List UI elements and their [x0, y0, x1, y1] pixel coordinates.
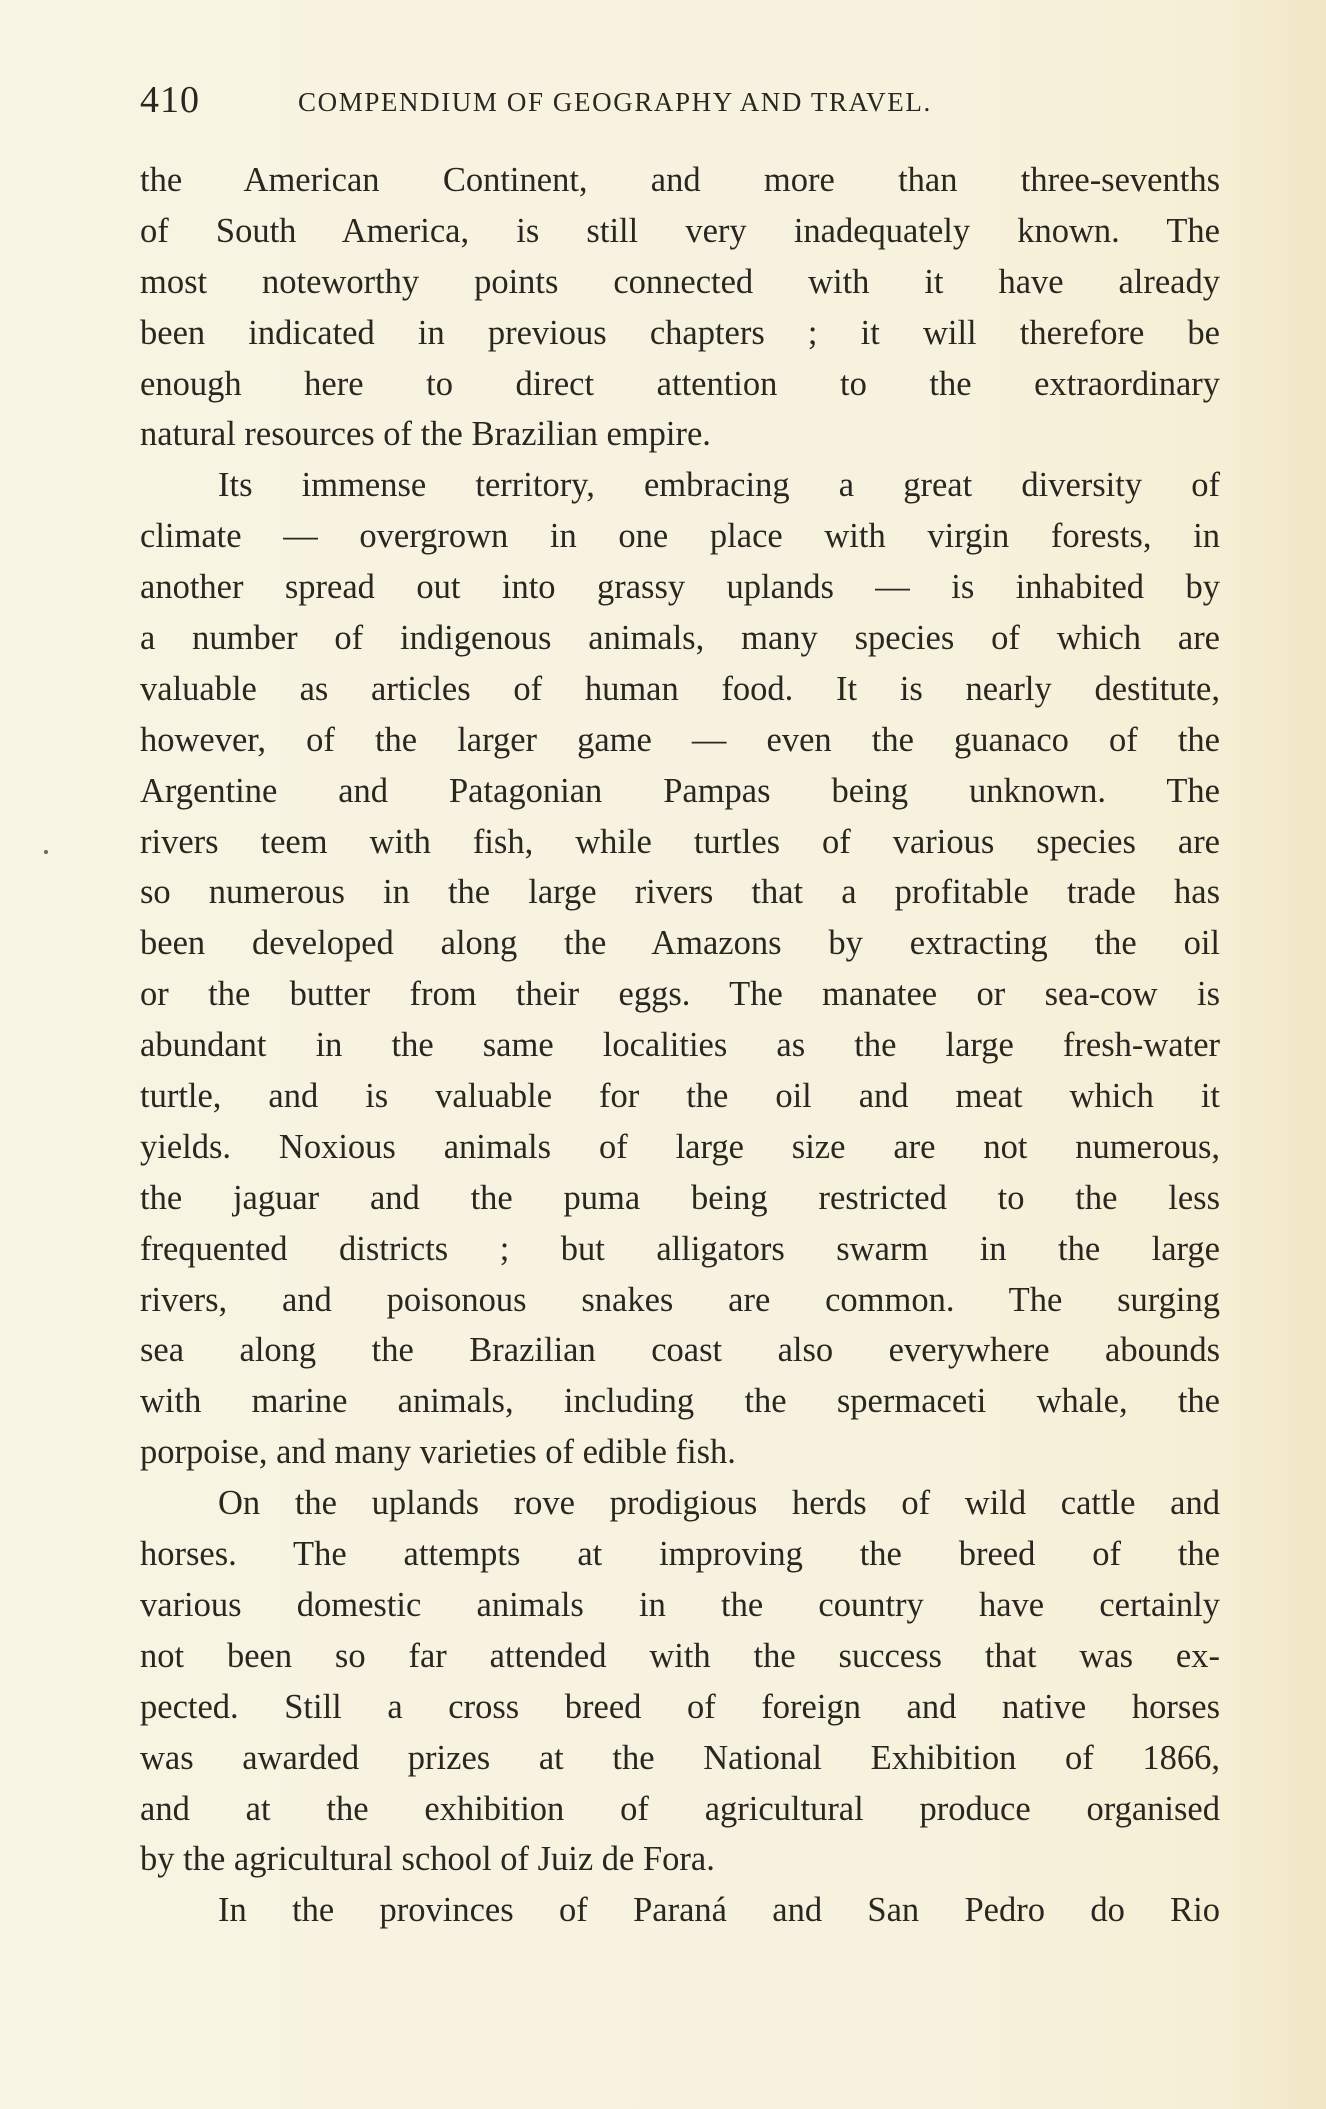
text-line: was awarded prizes at the National Exhibition of 1866, [140, 1738, 1220, 1777]
text-line: with marine animals, including the spermaceti whale, the [140, 1382, 1220, 1421]
text-line: by the agricultural school of Juiz de Fora. [140, 1840, 715, 1879]
text-line: On the uplands rove prodigious herds of wild cattle and [218, 1484, 1220, 1523]
text-line: porpoise, and many varieties of edible fish. [140, 1433, 736, 1472]
text-line: or the butter from their eggs. The manatee or sea-cow is [140, 975, 1220, 1014]
page-number: 410 [140, 79, 200, 121]
text-line: of South America, is still very inadequately known. The [140, 211, 1220, 250]
text-line: sea along the Brazilian coast also everywhere abounds [140, 1331, 1220, 1370]
text-line: horses. The attempts at improving the breed of the [140, 1535, 1220, 1574]
text-line: the jaguar and the puma being restricted to the less [140, 1178, 1220, 1217]
text-line: rivers teem with fish, while turtles of various species are [140, 822, 1220, 861]
text-line: natural resources of the Brazilian empire. [140, 415, 711, 454]
text-line: most noteworthy points connected with it have already [140, 262, 1220, 301]
text-line: and at the exhibition of agricultural produce organised [140, 1789, 1220, 1828]
text-line: abundant in the same localities as the large fresh-water [140, 1026, 1220, 1065]
text-line: Its immense territory, embracing a great diversity of [218, 466, 1220, 505]
text-line: enough here to direct attention to the extraordinary [140, 364, 1220, 403]
text-line: been indicated in previous chapters ; it will therefore be [140, 313, 1220, 352]
running-head [140, 78, 1220, 122]
text-line: a number of indigenous animals, many species of which are [140, 619, 1220, 658]
text-line: frequented districts ; but alligators swarm in the large [140, 1229, 1220, 1268]
text-line: yields. Noxious animals of large size are not numerous, [140, 1127, 1220, 1166]
text-line: Argentine and Patagonian Pampas being unknown. The [140, 771, 1220, 810]
body-text [140, 155, 1220, 1936]
text-line: not been so far attended with the success that was ex- [140, 1636, 1220, 1675]
text-line: the American Continent, and more than three-sevenths [140, 161, 1220, 199]
text-line: various domestic animals in the country have certainly [140, 1585, 1220, 1624]
running-title: COMPENDIUM OF GEOGRAPHY AND TRAVEL. [298, 87, 932, 117]
text-line: valuable as articles of human food. It is nearly destitute, [140, 669, 1220, 708]
text-line: so numerous in the large rivers that a profitable trade has [140, 873, 1220, 912]
text-line: however, of the larger game — even the guanaco of the [140, 720, 1220, 759]
text-line: turtle, and is valuable for the oil and meat which it [140, 1077, 1220, 1116]
text-line: been developed along the Amazons by extracting the oil [140, 924, 1220, 963]
text-line: rivers, and poisonous snakes are common. The surging [140, 1280, 1220, 1319]
text-line: pected. Still a cross breed of foreign and native horses [140, 1687, 1220, 1726]
text-line: another spread out into grassy uplands — is inhabited by [140, 568, 1220, 607]
text-line: climate — overgrown in one place with virgin forests, in [140, 517, 1220, 556]
margin-dot [44, 850, 48, 854]
text-line: In the provinces of Paraná and San Pedro do Rio [218, 1891, 1220, 1930]
